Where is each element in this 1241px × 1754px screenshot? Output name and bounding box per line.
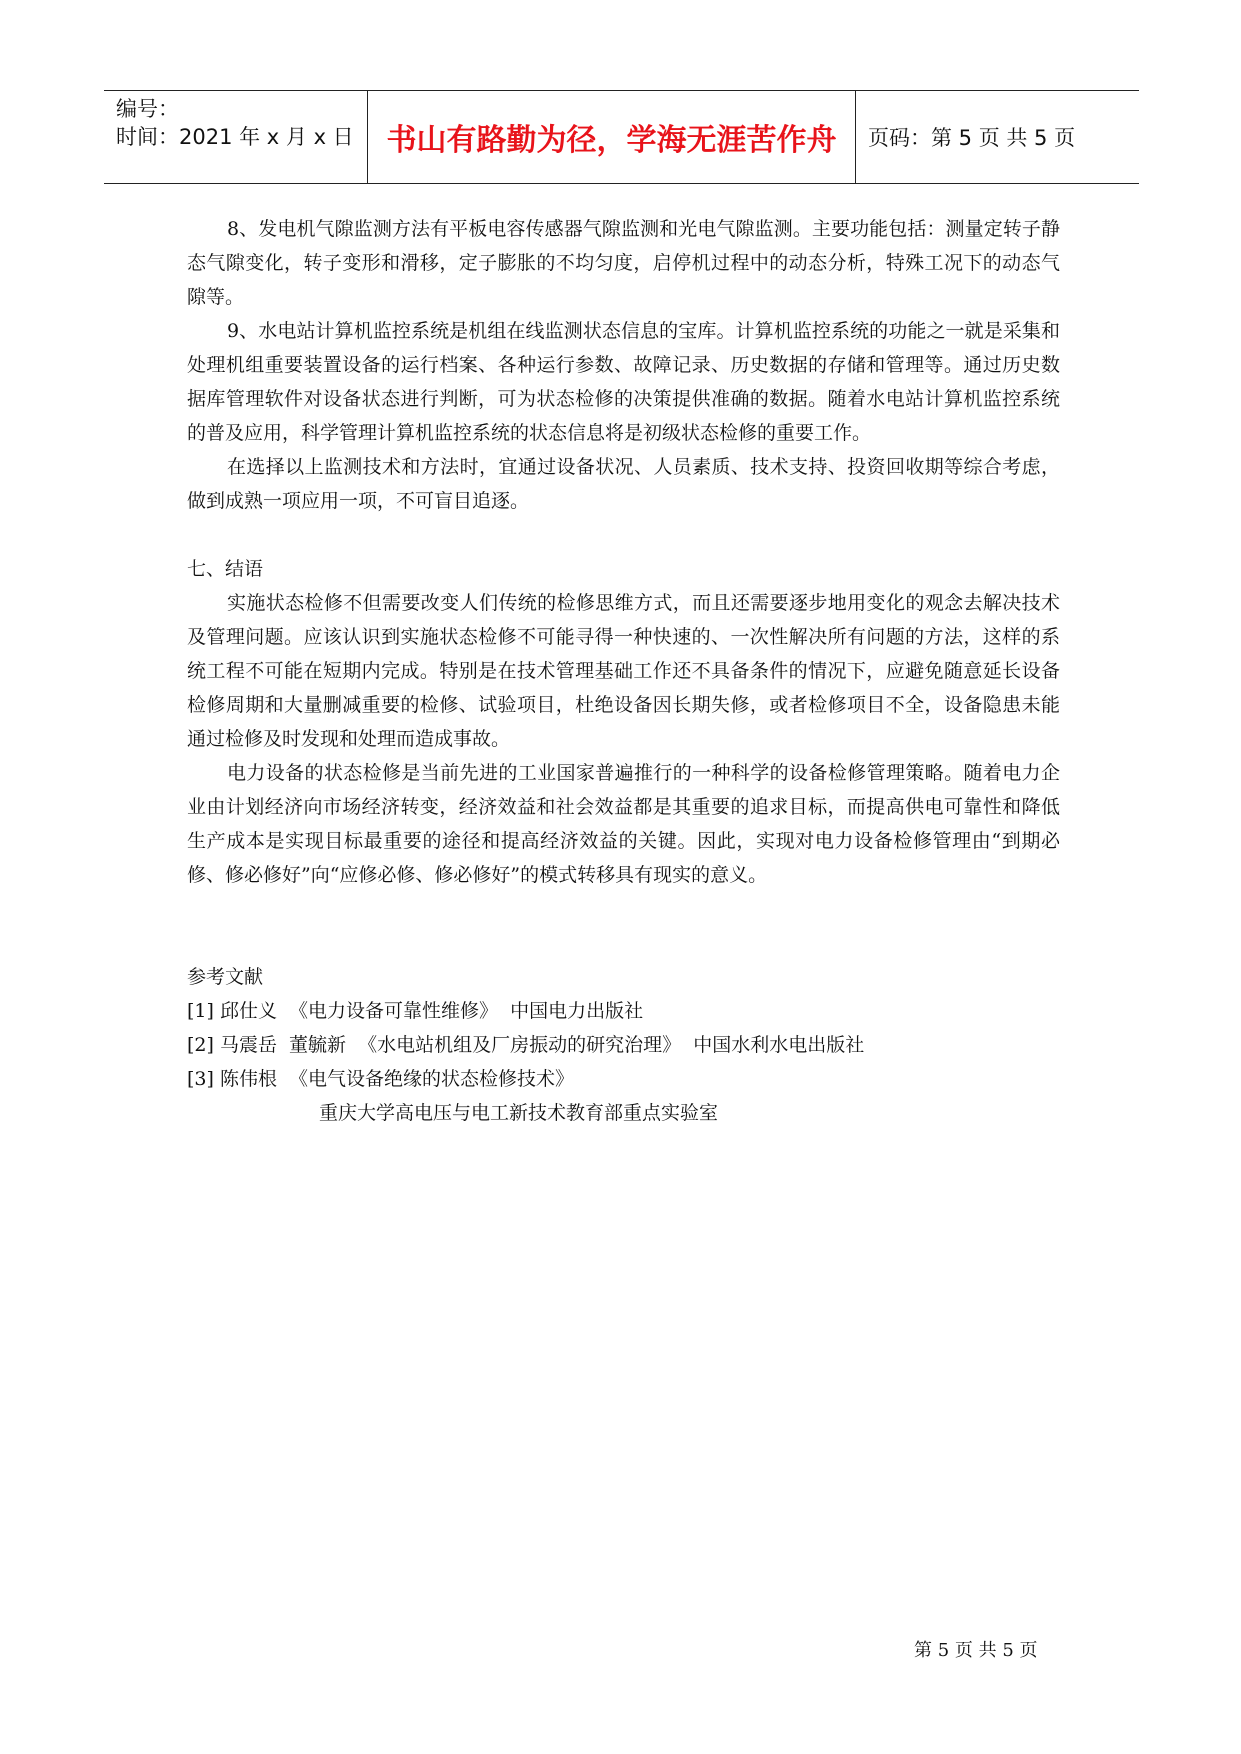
reference-item-continuation: 重庆大学高电压与电工新技术教育部重点实验室	[319, 1102, 719, 1124]
section-heading-conclusion: 七、结语	[187, 558, 264, 580]
reference-item: [3] 陈伟根 《电气设备绝缘的状态检修技术》	[187, 1068, 575, 1090]
document-body	[187, 212, 1060, 1130]
time-label: 时间：2021 年 x 月 x 日	[116, 125, 354, 149]
reference-item: [1] 邱仕义 《电力设备可靠性维修》 中国电力出版社	[187, 1000, 644, 1022]
paragraph-conclusion-2: 电力设备的状态检修是当前先进的工业国家普遍推行的一种科学的设备检修管理策略。随着电力企业由计划经济向市场经济转变，经济效益和社会效益都是其重要的追求目标，而提高供电可靠性和降低生产成本是实现目标最重要的途径和提高经济效益的关键。因此，实现对电力设备检修管理由“到期必修、修必修好”向“应修必修、修必修好”的模式转移具有现实的意义。	[187, 762, 1060, 886]
reference-item: [2] 马震岳 董毓新 《水电站机组及厂房振动的研究治理》 中国水利水电出版社	[187, 1034, 865, 1056]
number-label: 编号：	[116, 97, 179, 121]
header-motto: 书山有路勤为径，学海无涯苦作舟	[368, 91, 856, 183]
paragraph-selection: 在选择以上监测技术和方法时，宜通过设备状况、人员素质、技术支持、投资回收期等综合考虑，做到成熟一项应用一项，不可盲目追逐。	[187, 456, 1060, 512]
paragraph-9: 9、水电站计算机监控系统是机组在线监测状态信息的宝库。计算机监控系统的功能之一就是采集和处理机组重要装置设备的运行档案、各种运行参数、故障记录、历史数据的存储和管理等。通过历史数据库管理软件对设备状态进行判断，可为状态检修的决策提供准确的数据。随着水电站计算机监控系统的普及应用，科学管理计算机监控系统的状态信息将是初级状态检修的重要工作。	[187, 320, 1060, 444]
paragraph-8: 8、发电机气隙监测方法有平板电容传感器气隙监测和光电气隙监测。主要功能包括：测量定转子静态气隙变化，转子变形和滑移，定子膨胀的不均匀度，启停机过程中的动态分析，特殊工况下的动态气隙等。	[187, 218, 1060, 308]
header-left	[104, 91, 368, 183]
document-header	[104, 90, 1139, 184]
header-page-label: 页码：第 5 页 共 5 页	[868, 126, 1076, 150]
paragraph-conclusion-1: 实施状态检修不但需要改变人们传统的检修思维方式，而且还需要逐步地用变化的观念去解决技术及管理问题。应该认识到实施状态检修不可能寻得一种快速的、一次性解决所有问题的方法，这样的系统工程不可能在短期内完成。特别是在技术管理基础工作还不具备条件的情况下，应避免随意延长设备检修周期和大量删减重要的检修、试验项目，杜绝设备因长期失修，或者检修项目不全，设备隐患未能通过检修及时发现和处理而造成事故。	[187, 592, 1060, 750]
page-footer: 第 5 页 共 5 页	[914, 1640, 1038, 1661]
references-title: 参考文献	[187, 966, 264, 988]
